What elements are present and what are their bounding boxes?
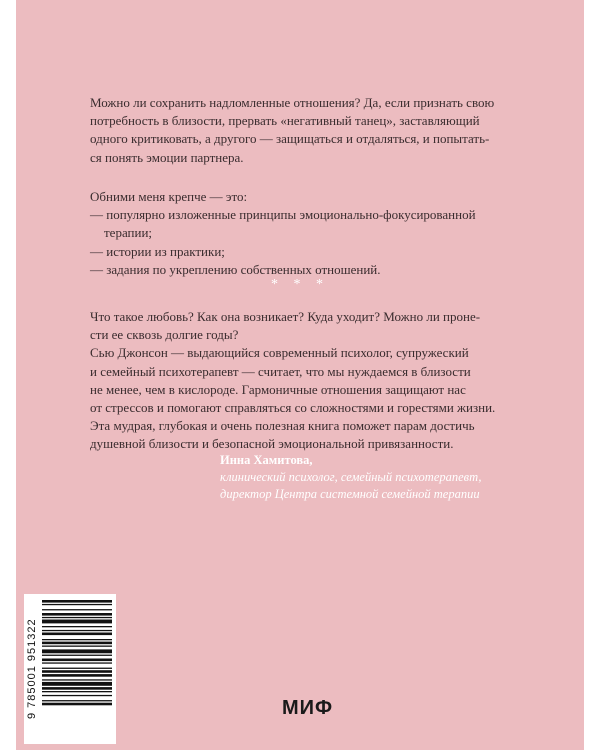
text-line: одного критиковать, а другого — защищаться и отдаляться, и попытать- <box>90 131 490 147</box>
barcode-bar <box>42 600 112 603</box>
barcode-bar <box>42 642 112 645</box>
author-role: директор Центра системной семейной терапии <box>220 487 480 501</box>
barcode-bar <box>42 670 112 673</box>
text-line: Что такое любовь? Как она возникает? Куда уходит? Можно ли проне- <box>90 309 481 324</box>
barcode-bar <box>42 662 112 663</box>
barcode-bar <box>42 609 112 610</box>
author-name: Инна Хамитова, <box>220 453 313 467</box>
text-line: ся понять эмоции партнера. <box>90 149 244 165</box>
publisher-logo: МИФ <box>282 697 334 719</box>
review-paragraph <box>90 308 520 454</box>
barcode-bar <box>42 703 112 706</box>
barcode-bar <box>42 668 112 669</box>
barcode-bar <box>42 659 112 662</box>
barcode-bar <box>42 613 112 616</box>
barcode-bar <box>42 674 112 677</box>
book-features-list <box>90 188 520 279</box>
text-line: потребность в близости, прервать «негативный танец», заставляющий <box>90 113 480 129</box>
barcode-bar <box>42 626 112 627</box>
barcode-bar <box>42 617 112 618</box>
list-item: — популярно изложенные принципы эмоционально-фокусированной <box>90 207 476 223</box>
barcode-bar <box>42 695 112 696</box>
section-divider: * * * <box>271 277 329 292</box>
intro-paragraph <box>90 94 520 167</box>
text-line: не менее, чем в кислороде. Гармоничные отношения защищают нас <box>90 381 466 397</box>
list-item-continuation: терапии; <box>104 225 153 241</box>
text-line: Эта мудрая, глубокая и очень полезная книга поможет парам достичь <box>90 418 475 434</box>
barcode-bar <box>42 682 112 686</box>
list-item: — истории из практики; <box>90 243 225 259</box>
text-line: Можно ли сохранить надломленные отношения? Да, если признать свою <box>90 95 495 110</box>
barcode-bar <box>42 691 112 692</box>
barcode-bar <box>42 639 112 640</box>
barcode-bar <box>42 633 112 636</box>
barcode-bar <box>42 700 112 701</box>
review-author <box>220 452 482 503</box>
text-line: Сью Джонсон — выдающийся современный психолог, супружеский <box>90 345 469 361</box>
barcode-bar <box>42 604 112 605</box>
text-line: сти ее сквозь долгие годы? <box>90 327 239 343</box>
text-line: от стрессов и помогают справляться со сложностями и горестями жизни. <box>90 400 496 416</box>
text-line: душевной близости и безопасной эмоциональной привязанности. <box>90 436 454 452</box>
barcode-bar <box>42 630 112 631</box>
barcode-bar <box>42 649 112 653</box>
barcode-bar <box>42 679 112 680</box>
author-role: клинический психолог, семейный психотерапевт, <box>220 470 482 484</box>
barcode-bar <box>42 655 112 656</box>
list-lead: Обними меня крепче — это: <box>90 189 248 204</box>
text-line: и семейный психотерапевт — считает, что мы нуждаемся в близости <box>90 363 471 379</box>
barcode-bar <box>42 687 112 690</box>
list-item: — задания по укреплению собственных отношений. <box>90 261 381 277</box>
isbn-number: 9 785001 951322 <box>26 618 38 720</box>
barcode-bar <box>42 646 112 647</box>
barcode-bar <box>42 620 112 624</box>
